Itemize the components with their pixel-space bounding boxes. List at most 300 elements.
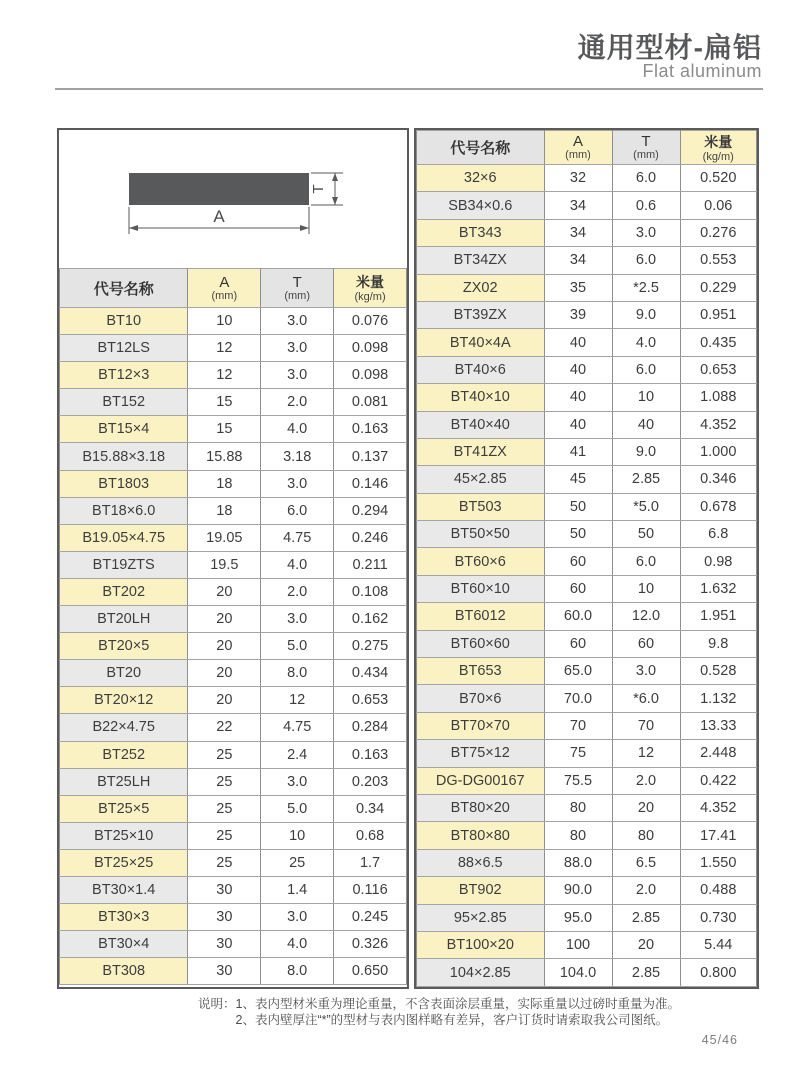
thickness-value-cell: 25: [261, 849, 334, 876]
thickness-value-cell: *5.0: [612, 493, 680, 520]
profile-code-cell: BT75×12: [417, 740, 545, 767]
width-value-cell: 30: [188, 931, 261, 958]
weight-value-cell: 1.951: [680, 603, 757, 630]
weight-value-cell: 0.137: [334, 443, 407, 470]
profile-code-cell: BT30×3: [60, 904, 188, 931]
width-value-cell: 60: [544, 575, 612, 602]
weight-value-cell: 0.68: [334, 822, 407, 849]
profile-code-cell: 95×2.85: [417, 904, 545, 931]
thickness-value-cell: 6.0: [612, 247, 680, 274]
thickness-value-cell: 3.0: [261, 606, 334, 633]
weight-value-cell: 0.435: [680, 329, 757, 356]
profile-code-cell: BT10: [60, 308, 188, 335]
width-value-cell: 25: [188, 768, 261, 795]
table-row: [417, 740, 757, 767]
table-row: [60, 524, 407, 551]
weight-value-cell: 2.448: [680, 740, 757, 767]
profile-code-cell: BT12×3: [60, 362, 188, 389]
table-row: [417, 548, 757, 575]
table-row: [417, 521, 757, 548]
profile-code-cell: BT202: [60, 578, 188, 605]
profile-code-cell: BT30×1.4: [60, 876, 188, 903]
thickness-value-cell: 3.0: [261, 308, 334, 335]
profile-code-cell: BT80×20: [417, 794, 545, 821]
table-row: [417, 411, 757, 438]
width-value-cell: 12: [188, 362, 261, 389]
profile-code-cell: BT25LH: [60, 768, 188, 795]
width-value-cell: 70: [544, 712, 612, 739]
thickness-value-cell: 3.0: [612, 219, 680, 246]
width-value-cell: 40: [544, 329, 612, 356]
footnote-line-1: 1、表内型材米重为理论重量，不含表面涂层重量，实际重量以过磅时重量为准。: [235, 997, 680, 1011]
thickness-value-cell: *6.0: [612, 685, 680, 712]
weight-value-cell: 1.7: [334, 849, 407, 876]
table-row: [417, 219, 757, 246]
weight-value-cell: 0.098: [334, 335, 407, 362]
profile-code-cell: BT41ZX: [417, 438, 545, 465]
weight-value-cell: 0.076: [334, 308, 407, 335]
column-header-weight: [334, 269, 407, 308]
profile-code-cell: 88×6.5: [417, 849, 545, 876]
width-value-cell: 10: [188, 308, 261, 335]
weight-value-cell: 0.081: [334, 389, 407, 416]
table-row: [60, 362, 407, 389]
profile-code-cell: BT70×70: [417, 712, 545, 739]
thickness-value-cell: 2.85: [612, 466, 680, 493]
profile-code-cell: BT25×10: [60, 822, 188, 849]
column-header-code: [417, 131, 545, 165]
width-value-cell: 39: [544, 301, 612, 328]
thickness-value-cell: 12: [261, 687, 334, 714]
width-value-cell: 30: [188, 958, 261, 985]
table-row: [60, 497, 407, 524]
table-row: [417, 438, 757, 465]
width-value-cell: 20: [188, 578, 261, 605]
width-value-cell: 20: [188, 633, 261, 660]
thickness-value-cell: 3.0: [261, 904, 334, 931]
thickness-value-cell: 3.0: [261, 768, 334, 795]
profile-code-cell: BT60×6: [417, 548, 545, 575]
weight-value-cell: 0.650: [334, 958, 407, 985]
footnote-prefix: 说明：: [198, 997, 236, 1011]
weight-value-cell: 0.116: [334, 876, 407, 903]
width-value-cell: 80: [544, 794, 612, 821]
thickness-value-cell: 6.0: [261, 497, 334, 524]
table-row: [417, 466, 757, 493]
weight-value-cell: 0.98: [680, 548, 757, 575]
profile-code-cell: BT1803: [60, 470, 188, 497]
thickness-value-cell: 4.0: [612, 329, 680, 356]
profile-code-cell: BT40×40: [417, 411, 545, 438]
weight-value-cell: 1.550: [680, 849, 757, 876]
profile-code-cell: BT308: [60, 958, 188, 985]
profile-code-cell: 32×6: [417, 165, 545, 192]
thickness-value-cell: 1.4: [261, 876, 334, 903]
column-header-a-label: A: [219, 273, 230, 291]
weight-value-cell: 0.678: [680, 493, 757, 520]
width-value-cell: 20: [188, 687, 261, 714]
width-value-cell: 80: [544, 822, 612, 849]
weight-value-cell: 0.346: [680, 466, 757, 493]
profile-code-cell: BT152: [60, 389, 188, 416]
content-area: [57, 128, 759, 989]
table-row: [417, 767, 757, 794]
table-row: [417, 877, 757, 904]
weight-value-cell: 1.132: [680, 685, 757, 712]
profile-code-cell: BT30×4: [60, 931, 188, 958]
weight-value-cell: 0.203: [334, 768, 407, 795]
column-header-t-unit: (mm): [284, 289, 310, 302]
table-row: [60, 660, 407, 687]
thickness-value-cell: 4.75: [261, 714, 334, 741]
table-row: [60, 687, 407, 714]
width-value-cell: 12: [188, 335, 261, 362]
thickness-value-cell: 10: [261, 822, 334, 849]
profile-code-cell: BT25×25: [60, 849, 188, 876]
column-header-t-label: T: [641, 133, 651, 151]
profile-code-cell: B19.05×4.75: [60, 524, 188, 551]
table-row: [417, 247, 757, 274]
width-value-cell: 30: [188, 876, 261, 903]
width-value-cell: 100: [544, 931, 612, 958]
left-table-header-row: [60, 269, 407, 308]
thickness-value-cell: 20: [612, 931, 680, 958]
thickness-dimension-label: T: [310, 184, 327, 194]
weight-value-cell: 0.553: [680, 247, 757, 274]
table-row: [417, 356, 757, 383]
profile-code-cell: B70×6: [417, 685, 545, 712]
thickness-value-cell: 2.85: [612, 904, 680, 931]
weight-value-cell: 17.41: [680, 822, 757, 849]
weight-value-cell: 1.088: [680, 384, 757, 411]
profile-code-cell: BT39ZX: [417, 301, 545, 328]
width-value-cell: 35: [544, 274, 612, 301]
table-row: [60, 606, 407, 633]
width-value-cell: 40: [544, 411, 612, 438]
table-row: [417, 301, 757, 328]
profile-code-cell: ZX02: [417, 274, 545, 301]
table-row: [60, 578, 407, 605]
thickness-value-cell: 8.0: [261, 660, 334, 687]
weight-value-cell: 0.730: [680, 904, 757, 931]
weight-value-cell: 4.352: [680, 794, 757, 821]
table-row: [60, 741, 407, 768]
thickness-value-cell: 6.0: [612, 356, 680, 383]
width-value-cell: 32: [544, 165, 612, 192]
column-header-a-unit: (mm): [565, 149, 591, 162]
profile-code-cell: BT343: [417, 219, 545, 246]
width-value-cell: 60: [544, 548, 612, 575]
weight-value-cell: 0.162: [334, 606, 407, 633]
width-value-cell: 15.88: [188, 443, 261, 470]
thickness-value-cell: 3.0: [612, 658, 680, 685]
table-row: [417, 794, 757, 821]
thickness-value-cell: 10: [612, 575, 680, 602]
weight-value-cell: 0.108: [334, 578, 407, 605]
weight-value-cell: 4.352: [680, 411, 757, 438]
table-row: [417, 685, 757, 712]
width-value-cell: 75.5: [544, 767, 612, 794]
profile-diagram: [59, 130, 407, 268]
table-row: [60, 931, 407, 958]
width-value-cell: 18: [188, 497, 261, 524]
width-value-cell: 104.0: [544, 959, 612, 986]
table-row: [60, 443, 407, 470]
width-value-cell: 19.05: [188, 524, 261, 551]
column-header-code: [60, 269, 188, 308]
weight-value-cell: 0.246: [334, 524, 407, 551]
column-header-weight-label: 米量: [356, 274, 385, 291]
profile-code-cell: BT40×10: [417, 384, 545, 411]
column-header-code-label: 代号名称: [93, 280, 154, 298]
profile-code-cell: BT6012: [417, 603, 545, 630]
width-value-cell: 34: [544, 192, 612, 219]
width-value-cell: 20: [188, 606, 261, 633]
table-row: [417, 849, 757, 876]
thickness-value-cell: 8.0: [261, 958, 334, 985]
page-number: 45/46: [701, 1033, 738, 1047]
weight-value-cell: 1.632: [680, 575, 757, 602]
weight-value-cell: 0.275: [334, 633, 407, 660]
thickness-value-cell: 80: [612, 822, 680, 849]
weight-value-cell: 9.8: [680, 630, 757, 657]
table-row: [417, 165, 757, 192]
column-header-t-label: T: [292, 273, 302, 291]
profile-code-cell: B15.88×3.18: [60, 443, 188, 470]
thickness-value-cell: 6.5: [612, 849, 680, 876]
table-row: [60, 551, 407, 578]
profile-code-cell: BT40×6: [417, 356, 545, 383]
width-value-cell: 40: [544, 384, 612, 411]
profile-code-cell: BT60×60: [417, 630, 545, 657]
thickness-value-cell: 6.0: [612, 548, 680, 575]
width-value-cell: 25: [188, 822, 261, 849]
weight-value-cell: 0.163: [334, 741, 407, 768]
table-row: [60, 795, 407, 822]
table-row: [417, 931, 757, 958]
left-panel: [57, 128, 409, 989]
table-row: [417, 192, 757, 219]
thickness-value-cell: 4.0: [261, 931, 334, 958]
profile-code-cell: BT18×6.0: [60, 497, 188, 524]
width-value-cell: 20: [188, 660, 261, 687]
profile-code-cell: SB34×0.6: [417, 192, 545, 219]
table-row: [60, 308, 407, 335]
weight-value-cell: 1.000: [680, 438, 757, 465]
page-subtitle: Flat aluminum: [642, 61, 762, 81]
width-value-cell: 15: [188, 416, 261, 443]
weight-value-cell: 0.276: [680, 219, 757, 246]
width-value-cell: 60.0: [544, 603, 612, 630]
table-row: [417, 603, 757, 630]
table-row: [60, 470, 407, 497]
table-row: [417, 712, 757, 739]
table-row: [417, 493, 757, 520]
column-header-t-unit: (mm): [633, 149, 659, 162]
width-value-cell: 45: [544, 466, 612, 493]
table-row: [60, 633, 407, 660]
weight-value-cell: 0.229: [680, 274, 757, 301]
weight-value-cell: 0.528: [680, 658, 757, 685]
table-row: [60, 822, 407, 849]
profile-code-cell: BT100×20: [417, 931, 545, 958]
width-value-cell: 19.5: [188, 551, 261, 578]
profile-code-cell: 45×2.85: [417, 466, 545, 493]
width-value-cell: 34: [544, 219, 612, 246]
profile-code-cell: BT20: [60, 660, 188, 687]
weight-value-cell: 0.326: [334, 931, 407, 958]
profile-code-cell: BT20×5: [60, 633, 188, 660]
column-header-a-unit: (mm): [211, 289, 238, 302]
thickness-value-cell: 2.0: [612, 877, 680, 904]
weight-value-cell: 0.520: [680, 165, 757, 192]
table-row: [417, 658, 757, 685]
thickness-value-cell: 2.0: [261, 578, 334, 605]
profile-code-cell: BT20LH: [60, 606, 188, 633]
column-header-weight-unit: (kg/m): [354, 291, 386, 304]
width-value-cell: 95.0: [544, 904, 612, 931]
column-header-a-label: A: [572, 133, 583, 151]
thickness-value-cell: 3.0: [261, 470, 334, 497]
thickness-value-cell: 50: [612, 521, 680, 548]
table-row: [60, 335, 407, 362]
thickness-value-cell: 4.0: [261, 551, 334, 578]
weight-value-cell: 0.488: [680, 877, 757, 904]
table-row: [417, 904, 757, 931]
width-value-cell: 15: [188, 389, 261, 416]
profile-code-cell: BT34ZX: [417, 247, 545, 274]
thickness-value-cell: *2.5: [612, 274, 680, 301]
header-divider: [55, 88, 763, 90]
table-row: [417, 575, 757, 602]
width-value-cell: 40: [544, 356, 612, 383]
width-value-cell: 90.0: [544, 877, 612, 904]
table-row: [60, 416, 407, 443]
width-value-cell: 60: [544, 630, 612, 657]
width-value-cell: 50: [544, 493, 612, 520]
weight-value-cell: 0.098: [334, 362, 407, 389]
width-value-cell: 34: [544, 247, 612, 274]
column-header-weight: [680, 131, 757, 165]
profile-code-cell: BT12LS: [60, 335, 188, 362]
profile-code-cell: DG-DG00167: [417, 767, 545, 794]
thickness-value-cell: 40: [612, 411, 680, 438]
profile-code-cell: BT25×5: [60, 795, 188, 822]
flat-bar-drawing: [59, 130, 407, 268]
table-row: [417, 274, 757, 301]
profile-code-cell: BT252: [60, 741, 188, 768]
thickness-value-cell: 3.18: [261, 443, 334, 470]
weight-value-cell: 0.951: [680, 301, 757, 328]
thickness-value-cell: 4.75: [261, 524, 334, 551]
table-row: [60, 389, 407, 416]
thickness-value-cell: 70: [612, 712, 680, 739]
table-row: [60, 714, 407, 741]
thickness-value-cell: 20: [612, 794, 680, 821]
profile-code-cell: BT40×4A: [417, 329, 545, 356]
weight-value-cell: 0.284: [334, 714, 407, 741]
width-value-cell: 70.0: [544, 685, 612, 712]
width-value-cell: 25: [188, 795, 261, 822]
width-value-cell: 41: [544, 438, 612, 465]
thickness-value-cell: 6.0: [612, 165, 680, 192]
table-row: [417, 329, 757, 356]
weight-value-cell: 6.8: [680, 521, 757, 548]
flat-bar-cross-section: [129, 173, 309, 205]
table-row: [60, 768, 407, 795]
table-row: [417, 959, 757, 986]
weight-value-cell: 0.800: [680, 959, 757, 986]
profile-code-cell: BT20×12: [60, 687, 188, 714]
profile-code-cell: BT19ZTS: [60, 551, 188, 578]
right-table-header-row: [417, 131, 757, 165]
right-panel: [414, 128, 759, 989]
table-row: [417, 384, 757, 411]
width-value-cell: 25: [188, 849, 261, 876]
width-value-cell: 25: [188, 741, 261, 768]
weight-value-cell: 0.653: [334, 687, 407, 714]
footnote-lines: [236, 996, 680, 1029]
profile-code-cell: BT50×50: [417, 521, 545, 548]
thickness-value-cell: 9.0: [612, 438, 680, 465]
width-value-cell: 30: [188, 904, 261, 931]
column-header-t: [612, 131, 680, 165]
profile-code-cell: 104×2.85: [417, 959, 545, 986]
footnotes: [198, 996, 680, 1029]
table-row: [417, 630, 757, 657]
width-value-cell: 18: [188, 470, 261, 497]
thickness-value-cell: 2.0: [261, 389, 334, 416]
width-value-cell: 22: [188, 714, 261, 741]
weight-value-cell: 0.294: [334, 497, 407, 524]
table-row: [60, 958, 407, 985]
profile-code-cell: BT503: [417, 493, 545, 520]
column-header-weight-unit: (kg/m): [702, 150, 734, 163]
width-value-cell: 50: [544, 521, 612, 548]
width-dimension-label: A: [213, 207, 225, 226]
weight-value-cell: 0.34: [334, 795, 407, 822]
weight-value-cell: 0.422: [680, 767, 757, 794]
column-header-a: [544, 131, 612, 165]
right-spec-table: [416, 130, 757, 987]
column-header-a: [188, 269, 261, 308]
profile-code-cell: BT60×10: [417, 575, 545, 602]
left-spec-table: [59, 268, 407, 985]
width-value-cell: 65.0: [544, 658, 612, 685]
thickness-value-cell: 12: [612, 740, 680, 767]
column-header-weight-label: 米量: [704, 133, 733, 150]
thickness-value-cell: 2.4: [261, 741, 334, 768]
table-row: [60, 904, 407, 931]
thickness-value-cell: 3.0: [261, 335, 334, 362]
weight-value-cell: 0.434: [334, 660, 407, 687]
weight-value-cell: 0.211: [334, 551, 407, 578]
weight-value-cell: 5.44: [680, 931, 757, 958]
thickness-value-cell: 5.0: [261, 795, 334, 822]
thickness-value-cell: 2.0: [612, 767, 680, 794]
thickness-value-cell: 4.0: [261, 416, 334, 443]
weight-value-cell: 0.653: [680, 356, 757, 383]
weight-value-cell: 0.146: [334, 470, 407, 497]
weight-value-cell: 0.163: [334, 416, 407, 443]
width-value-cell: 88.0: [544, 849, 612, 876]
profile-code-cell: BT15×4: [60, 416, 188, 443]
footnote-line-2: 2、表内壁厚注“*”的型材与表内图样略有差异，客户订货时请索取我公司图纸。: [235, 1013, 669, 1028]
profile-code-cell: BT653: [417, 658, 545, 685]
width-value-cell: 75: [544, 740, 612, 767]
thickness-value-cell: 60: [612, 630, 680, 657]
column-header-t: [261, 269, 334, 308]
